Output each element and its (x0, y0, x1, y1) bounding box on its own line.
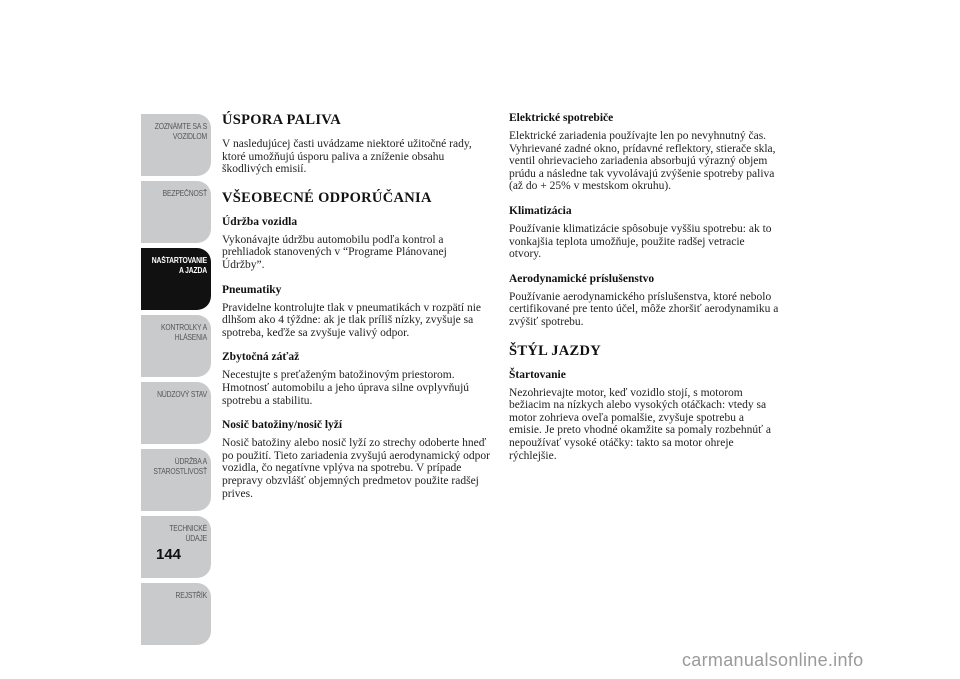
section-title: VŠEOBECNÉ ODPORÚČANIA (222, 189, 432, 206)
subheading: Údržba vozidla (222, 215, 298, 228)
tab-label-line: KONTROLKY A (160, 323, 207, 332)
right-column (509, 112, 779, 474)
chapter-sidebar (141, 114, 211, 650)
subheading: Klimatizácia (509, 204, 572, 217)
tab-label-line: NAŠTARTOVANIE (151, 256, 207, 265)
tab-label-line: REJSTŘÍK (175, 591, 207, 600)
watermark-text: carmanualsonline.info (682, 650, 864, 670)
page-number: 144 (156, 546, 182, 563)
tab-rejstrik[interactable] (141, 583, 211, 645)
subheading: Nosič batožiny/nosič lyží (222, 419, 343, 432)
subheading: Pneumatiky (222, 283, 282, 296)
tab-kontrolky-a-hlasenia[interactable] (141, 315, 211, 377)
page-title: ÚSPORA PALIVA (222, 112, 341, 128)
tab-label-line: ZOZNÁMTE SA S (154, 122, 207, 131)
tab-label-line: VOZIDLOM (172, 132, 207, 141)
paragraph: Nosič batožiny alebo nosič lyží zo strechy odoberte hneď po použití. Tieto zariadenia zvyšujú aerodynamický odpor vozidla, čo negatívne vplýva na spotrebu. V prípade prepravy obzvlášť objemných predmetov použite radšej prives. (222, 437, 490, 500)
section-title: ŠTÝL JAZDY (509, 342, 602, 359)
paragraph: Používanie aerodynamického príslušenstva, ktoré nebolo certifikované pre tento účel, môže zhoršiť aerodynamiku a zvýšiť spotrebu. (509, 290, 779, 328)
tab-label-line: A JAZDA (178, 266, 207, 275)
tab-label-line: ÚDRŽBA A (174, 457, 207, 466)
subheading: Zbytočná záťaž (222, 351, 300, 364)
tab-bezpecnost[interactable] (141, 181, 211, 243)
tab-nudzovy-stav[interactable] (141, 382, 211, 444)
intro-paragraph: V nasledujúcej časti uvádzame niektoré užitočné rady, ktoré umožňujú úsporu paliva a zníženie obsahu škodlivých emisií. (222, 138, 472, 176)
tab-nastartovanie-a-jazda[interactable] (141, 248, 211, 310)
tab-label-line: TECHNICKÉ (169, 524, 207, 533)
tab-label-line: NÚDZOVÝ STAV (157, 390, 207, 399)
subheading: Aerodynamické príslušenstvo (509, 272, 655, 285)
paragraph: Používanie klimatizácie spôsobuje vyššiu spotrebu: ak to vonkajšia teplota umožňuje, použite radšej vetracie otvory. (509, 222, 772, 261)
paragraph: Nezohrievajte motor, keď vozidlo stojí, s motorom bežiacim na nízkych alebo vysokých otáčkach: vtedy sa motor zohrieva oveľa pomalšie, zvyšuje spotrebu a emisie. Je preto vhodné okamžite sa pomaly rozbehnúť a nepoužívať vysoké otáčky: takto sa motor ohreje rýchlejšie. (509, 386, 771, 462)
left-column (222, 112, 490, 512)
tab-label-line: BEZPEČNOSŤ (162, 189, 207, 198)
tab-label-line: HLÁSENIA (174, 333, 207, 342)
tab-label-line: ÚDAJE (185, 534, 207, 543)
tab-udrzba-a-starostlivost[interactable] (141, 449, 211, 511)
tab-zoznamte-sa-s-vozidlom[interactable] (141, 114, 211, 176)
paragraph: Pravidelne kontrolujte tlak v pneumatikách v rozpätí nie dlhšom ako 4 týždne: ak je tlak príliš nízky, zvyšuje sa spotreba, keďže sa zvyšuje valivý odpor. (222, 301, 481, 339)
tab-label-line: STAROSTLIVOSŤ (153, 467, 207, 476)
paragraph: Necestujte s preťaženým batožinovým priestorom. Hmotnosť automobilu a jeho úprava silne ovplyvňujú spotrebu a stabilitu. (222, 369, 470, 407)
paragraph: Vykonávajte údržbu automobilu podľa kontrol a prehliadok stanovených v “Programe Plánovanej Údržby”. (222, 233, 447, 271)
paragraph: Elektrické zariadenia používajte len po nevyhnutný čas. Vyhrievané zadné okno, prídavné reflektory, stierače skla, ventil ohrievacieho zariadenia absorbujú výrazný objem prúdu a následne tak vyvolávajú zvýšenie spotreby paliva (až do + 25% v mestskom okruhu). (509, 130, 776, 193)
subheading: Štartovanie (509, 368, 566, 381)
subheading: Elektrické spotrebiče (509, 112, 614, 124)
